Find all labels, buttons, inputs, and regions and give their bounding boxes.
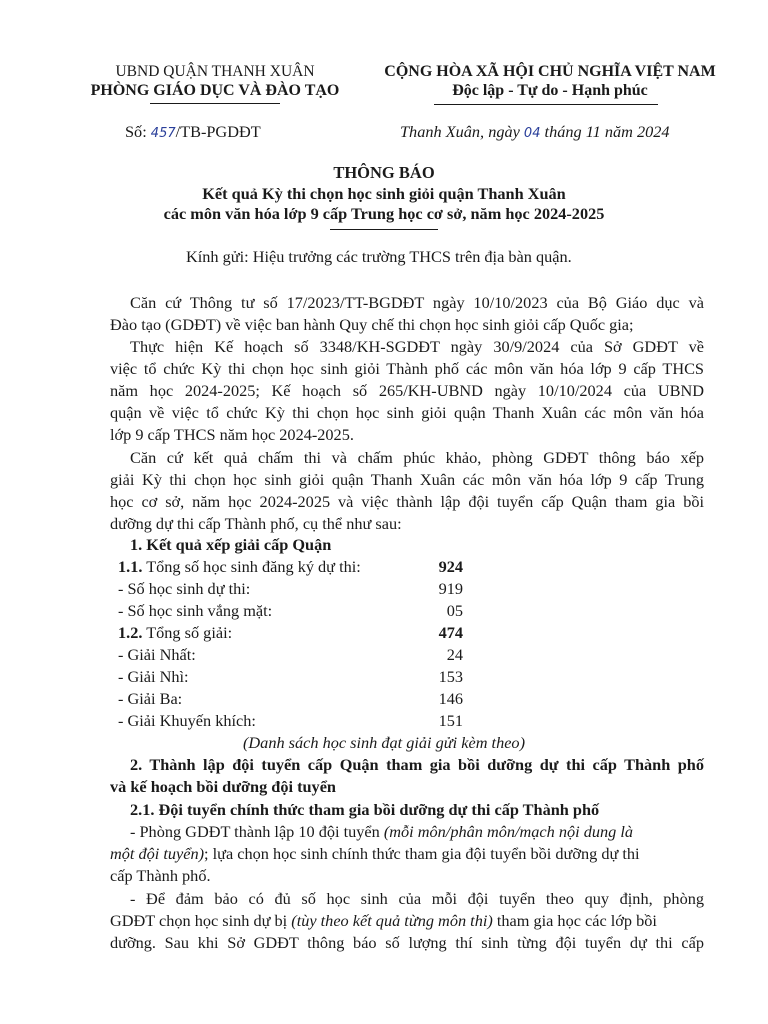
stat-value: 919 (438, 579, 463, 598)
notice-subtitle-1: Kết quả Kỳ thi chọn học sinh giỏi quận Thanh Xuân (202, 184, 566, 203)
motto-underline (434, 104, 658, 105)
title-underline (330, 229, 438, 230)
item-b-line-3: dưỡng. Sau khi Sở GDĐT thông báo số lượng thí sinh từng đội tuyển dự thi cấp (110, 933, 704, 952)
stat-value: 474 (438, 623, 463, 642)
para-2-line-1: Thực hiện Kế hoạch số 3348/KH-SGDĐT ngày 30/9/2024 của Sở GDĐT về (130, 337, 704, 356)
org-underline (150, 103, 280, 104)
para-1-line-2: Đào tạo (GDĐT) về việc ban hành Quy chế thi chọn học sinh giỏi cấp Quốc gia; (110, 315, 634, 334)
stat-value: 924 (438, 557, 463, 576)
para-2-line-5: lớp 9 cấp THCS năm học 2024-2025. (110, 425, 354, 444)
para-3-line-1: Căn cứ kết quả chấm thi và chấm phúc khảo, phòng GDĐT thông báo xếp (130, 448, 704, 467)
handwritten-number: 457 (150, 126, 176, 141)
nation-motto: Độc lập - Tự do - Hạnh phúc (452, 82, 648, 99)
attachment-note: (Danh sách học sinh đạt giải gửi kèm theo) (243, 733, 525, 752)
stat-value: 05 (446, 601, 463, 620)
org-line-2: PHÒNG GIÁO DỤC VÀ ĐÀO TẠO (90, 82, 340, 99)
section-1-heading: 1. Kết quả xếp giải cấp Quận (130, 535, 332, 554)
para-2-line-3: năm học 2024-2025; Kế hoạch số 265/KH-UBND ngày 10/10/2024 của UBND (110, 381, 704, 400)
para-3-line-3: học cơ sở, năm học 2024-2025 và việc thành lập đội tuyển cấp Quận tham gia bồi (110, 492, 704, 511)
document-date: Thanh Xuân, ngày 04 tháng 11 năm 2024 (400, 122, 670, 141)
document-page: UBND QUẬN THANH XUÂN PHÒNG GIÁO DỤC VÀ ĐÀO TẠO CỘNG HÒA XÃ HỘI CHỦ NGHĨA VIỆT NAM Độc lập - Tự do - Hạnh phúc Số: 457/TB-PGDĐT Thanh Xuân, ngày 04 tháng 11 năm 2024 THÔNG BÁO Kết quả Kỳ thi chọn học sinh giỏi quận Thanh Xuân các môn văn hóa lớp 9 cấp Trung học cơ sở, năm học 2024-2025 Kính gửi: Hiệu trưởng các trường THCS trên địa bàn quận. Căn cứ Thông tư số 17/2023/TT-BGDĐT ngày 10/10/2023 của Bộ Giáo dục và Đào tạo (GDĐT) về việc ban hành Quy chế thi chọn học sinh giỏi cấp Quốc gia; Thực hiện Kế hoạch số 3348/KH-SGDĐT ngày 30/9/2024 của Sở GDĐT về việc tổ chức Kỳ thi chọn học sinh giỏi Thành phố các môn văn hóa lớp 9 cấp THCS năm học 2024-2025; Kế hoạch số 265/KH-UBND ngày 10/10/2024 của UBND quận về việc tổ chức Kỳ thi chọn học sinh giỏi quận Thanh Xuân các môn văn hóa lớp 9 cấp THCS năm học 2024-2025. Căn cứ kết quả chấm thi và chấm phúc khảo, phòng GDĐT thông báo xếp giải Kỳ thi chọn học sinh giỏi quận Thanh Xuân các môn văn hóa lớp 9 cấp Trung học cơ sở, năm học 2024-2025 và việc thành lập đội tuyển cấp Quận tham gia bồi dưỡng dự thi cấp Thành phố, cụ thể như sau: 1. Kết quả xếp giải cấp Quận 1.1. Tổng số học sinh đăng ký dự thi: 924 - Số học sinh dự thi: 919 - Số học sinh vắng mặt: 05 1.2. Tổng số giải: 474 - Giải Nhất: 24 - Giải Nhì: 153 - Giải Ba: 146 - Giải Khuyến khích: 151 (Danh sách học sinh đạt giải gửi kèm theo) 2. Thành lập đội tuyển cấp Quận tham gia bồi dưỡng dự thi cấp Thành phố và kế hoạch bồi dưỡng đội tuyển 2.1. Đội tuyển chính thức tham gia bồi dưỡng dự thi cấp Thành phố - Phòng GDĐT thành lập 10 đội tuyển (mỗi môn/phân môn/mạch nội dung là một đội tuyển); lựa chọn học sinh chính thức tham gia đội tuyển bồi dưỡng dự thi cấp Thành phố. - Để đảm bảo có đủ số học sinh của mỗi đội tuyển theo quy định, phòng GDĐT chọn học sinh dự bị (tùy theo kết quả từng môn thi) tham gia học các lớp bồi dưỡng. Sau khi Sở GDĐT thông báo số lượng thí sinh từng đội tuyển dự thi cấp (0, 0, 768, 1024)
para-3-line-2: giải Kỳ thi chọn học sinh giỏi quận Thanh Xuân các môn văn hóa lớp 9 cấp Trung (110, 470, 704, 489)
notice-subtitle-2: các môn văn hóa lớp 9 cấp Trung học cơ sở, năm học 2024-2025 (163, 204, 605, 223)
item-a-line-2: một đội tuyển); lựa chọn học sinh chính thức tham gia đội tuyển bồi dưỡng dự thi (110, 844, 640, 863)
issuing-organization (60, 62, 370, 100)
stat-value: 24 (446, 645, 463, 664)
item-a-line-3: cấp Thành phố. (110, 866, 211, 885)
handwritten-day: 04 (523, 126, 541, 141)
document-number: Số: 457/TB-PGDĐT (125, 122, 261, 141)
section-2-1-heading: 2.1. Đội tuyển chính thức tham gia bồi dưỡng dự thi cấp Thành phố (130, 800, 600, 819)
notice-title: THÔNG BÁO (333, 163, 435, 182)
para-1-line-1: Căn cứ Thông tư số 17/2023/TT-BGDĐT ngày 10/10/2023 của Bộ Giáo dục và (130, 293, 704, 312)
recipient-line: Kính gửi: Hiệu trưởng các trường THCS trên địa bàn quận. (186, 247, 572, 266)
nation-line-1: CỘNG HÒA XÃ HỘI CHỦ NGHĨA VIỆT NAM (384, 63, 716, 80)
para-2-line-2: việc tổ chức Kỳ thi chọn học sinh giỏi Thành phố các môn văn hóa lớp 9 cấp THCS (110, 359, 704, 378)
section-2-heading-line-2: và kế hoạch bồi dưỡng đội tuyển (110, 777, 336, 796)
stat-value: 146 (438, 689, 463, 708)
item-b-line-1: - Để đảm bảo có đủ số học sinh của mỗi đội tuyển theo quy định, phòng (130, 889, 704, 908)
para-2-line-4: quận về việc tổ chức Kỳ thi chọn học sinh giỏi quận Thanh Xuân các môn văn hóa (110, 403, 704, 422)
section-2-heading-line-1: 2. Thành lập đội tuyển cấp Quận tham gia bồi dưỡng dự thi cấp Thành phố (130, 755, 704, 774)
item-a-line-1: - Phòng GDĐT thành lập 10 đội tuyển (mỗi môn/phân môn/mạch nội dung là (130, 822, 634, 841)
stat-value: 153 (438, 667, 463, 686)
stat-value: 151 (438, 711, 463, 730)
item-b-line-2: GDĐT chọn học sinh dự bị (tùy theo kết quả từng môn thi) tham gia học các lớp bồi (110, 911, 657, 930)
org-line-1: UBND QUẬN THANH XUÂN (115, 63, 315, 80)
para-3-line-4: dưỡng dự thi cấp Thành phố, cụ thể như sau: (110, 514, 402, 533)
national-header (370, 62, 730, 100)
